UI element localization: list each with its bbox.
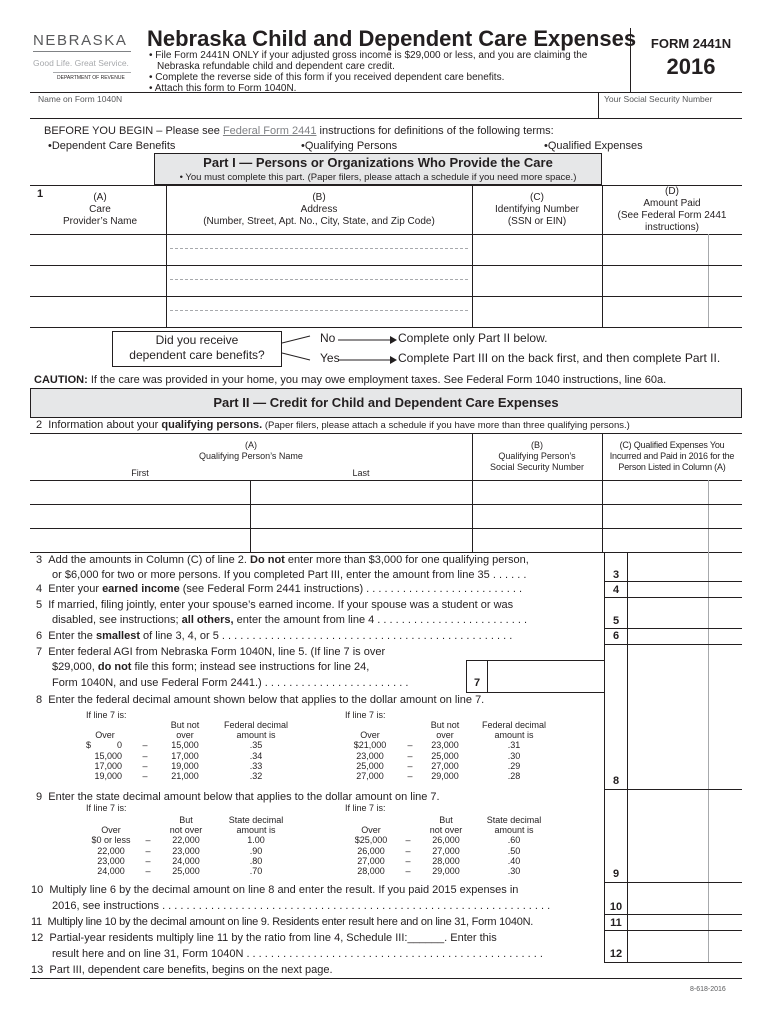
fed-left-dec-col: [214, 720, 298, 781]
line7-c: file this form; instead see instructions for line 24,: [131, 661, 370, 673]
line7-text: [36, 645, 385, 660]
line10-number: 10: [31, 884, 44, 896]
line11-a: Multiply line 10 by the decimal amount on line 9. Residents enter result here and on line 31, Form 1040N.: [47, 916, 534, 928]
answer-no[interactable]: No: [320, 331, 336, 345]
p2-col-c-line3: Person Listed in Column (A): [618, 462, 726, 472]
p2-col-c-line2: Incurred and Paid in 2016 for the: [609, 451, 735, 461]
fed-right-notover-3: 29,000: [431, 770, 459, 781]
fed-left-dash-col: [130, 720, 160, 781]
line11-text: [31, 915, 533, 930]
form-year: 2016: [666, 54, 716, 79]
fed-right-over-0: $21,000: [353, 740, 387, 751]
line5-bold: all others,: [181, 614, 234, 626]
line12-text-2: result here and on line 31, Form 1040N . . . . . . . . . . . . . . . . . . . . . . . . . . . . . . . . . . . . . . . . . . . . . . . . .: [52, 948, 543, 960]
state-left-dec-col: [214, 815, 298, 876]
nebraska-logo: [33, 32, 133, 84]
part1-table-bottom: [30, 327, 742, 328]
line13-number: 13: [31, 964, 44, 976]
state-right-h-notover: not over: [429, 825, 463, 836]
line12-amount-field[interactable]: [628, 946, 742, 962]
federal-2441-link[interactable]: Federal Form 2441: [222, 125, 317, 137]
fed-right-dash-2: –: [407, 760, 413, 771]
fed-dollar: $: [86, 740, 92, 751]
line3-box-number: 3: [612, 569, 620, 581]
line7-number: 7: [36, 646, 43, 658]
state-left-h-dec: State decimal: [228, 815, 284, 825]
qualifying-person-row-1[interactable]: [30, 481, 742, 504]
fed-right-dec-1: .30: [507, 750, 521, 761]
line12-a: Partial-year residents multiply line 11 by the ratio from line 4, Schedule III:______. Enter this: [49, 932, 497, 944]
part1-col-c-header: [472, 192, 602, 228]
name-row-bottom: [30, 118, 742, 119]
fed-left-over-col: [80, 720, 130, 781]
line9-amount-field[interactable]: [628, 865, 742, 882]
benefits-question: [112, 333, 282, 363]
state-left-dash-2: –: [145, 855, 151, 866]
line7-a: Enter federal AGI from Nebraska Form 1040N, line 5. (If line 7 is over: [48, 646, 386, 658]
line2-number: 2: [36, 419, 43, 431]
part1-col-b-header: [166, 192, 472, 228]
logo-tagline: Good Life. Great Service.: [33, 58, 129, 68]
name-field[interactable]: [30, 92, 598, 118]
fed-right-notover-2: 27,000: [431, 760, 459, 771]
question-line2: dependent care benefits?: [129, 348, 265, 362]
state-right-over-2: 27,000: [357, 855, 385, 866]
state-left-over-1: 22,000: [97, 845, 125, 856]
line6-amount-field[interactable]: [628, 629, 742, 644]
footer-code: 8-618-2016: [690, 986, 726, 993]
col-a-line2: Provider’s Name: [62, 216, 138, 227]
state-right-notover-col: [420, 815, 472, 876]
provider-row-2[interactable]: [30, 266, 742, 296]
state-left-h-notover: not over: [169, 825, 203, 836]
part1-title-roman: Part I: [203, 155, 236, 170]
state-right-dec-3: .30: [507, 865, 521, 876]
fed-right-h-notover: over: [436, 730, 454, 741]
part2-col-b-header: [472, 440, 602, 473]
fed-right-dash-1: –: [407, 750, 413, 761]
caution-body: If the care was provided in your home, you may owe employment taxes. See Federal Form 1040 instructions, line 60a.: [87, 374, 667, 386]
fed-right-dash-0: –: [407, 740, 413, 751]
col-b-line1: Address: [300, 204, 338, 215]
part2-col-c-header: [602, 440, 742, 473]
col-c-line2: (SSN or EIN): [507, 216, 567, 227]
line12-text: [31, 931, 497, 946]
line2-text: [36, 419, 630, 432]
state-if-line-left: If line 7 is:: [86, 803, 127, 813]
line5-text-2: [52, 613, 527, 628]
fed-left-dash-1: –: [142, 750, 148, 761]
line11-number: 11: [31, 916, 42, 928]
qualifying-person-row-2[interactable]: [30, 505, 742, 528]
state-left-h-over: Over: [101, 825, 121, 836]
state-left-h-but: But: [179, 815, 193, 825]
fed-right-h-dec: Federal decimal: [481, 720, 547, 730]
state-right-notover-0: 26,000: [432, 835, 460, 846]
state-right-dec-0: .60: [507, 835, 521, 846]
state-table-left: [80, 815, 300, 885]
line4-bold: earned income: [102, 583, 180, 595]
answer-yes[interactable]: Yes: [320, 351, 340, 365]
fed-right-dash-col: [400, 720, 420, 781]
state-left-notover-0: 22,000: [172, 835, 200, 846]
p2-col-a-label: (A): [245, 440, 257, 450]
state-left-over-0: $0 or less: [91, 835, 131, 846]
fed-left-dec-0: .35: [249, 740, 263, 751]
term-dependent-care: •Dependent Care Benefits: [48, 140, 176, 152]
before-text-a: – Please see: [153, 125, 223, 137]
state-right-dec-2: .40: [507, 855, 521, 866]
fed-right-dec-col: [472, 720, 556, 781]
line3-number: 3: [36, 554, 43, 566]
fed-left-dec-2: .33: [249, 760, 263, 771]
fed-right-notover-1: 25,000: [431, 750, 459, 761]
line6-bold: smallest: [95, 630, 140, 642]
fed-right-notover-col: [420, 720, 470, 781]
fed-left-h-but: But not: [170, 720, 200, 730]
col-d-line1: Amount Paid: [643, 198, 701, 209]
fed-left-h-dec: Federal decimal: [223, 720, 289, 730]
yes-result-text: Complete Part III on the back first, and then complete Part II.: [398, 351, 721, 365]
line7-box-bottom: [466, 692, 604, 693]
line5-amount-field[interactable]: [628, 612, 742, 628]
fed-left-over-1: 15,000: [94, 750, 122, 761]
caution-lead: CAUTION:: [34, 374, 88, 386]
state-right-dec-col: [472, 815, 556, 876]
fed-right-dash-3: –: [407, 770, 413, 781]
line5-text: [36, 598, 513, 613]
state-right-over-3: 28,000: [357, 865, 385, 876]
qualifying-person-row-3[interactable]: [30, 529, 742, 552]
fed-left-dec-1: .34: [249, 750, 263, 761]
provider-row-3-split: [170, 310, 468, 311]
line3-text-2: or $6,000 for two or more persons. If you completed Part III, enter the amount from line 35 . . . . . .: [52, 569, 527, 581]
col-d-label: (D): [665, 186, 679, 197]
col-a-label: (A): [93, 192, 107, 203]
logo-rule-2: [53, 72, 131, 73]
fed-right-over-3: 27,000: [356, 770, 384, 781]
col-d-line3: instructions): [645, 222, 699, 233]
state-left-dec-1: .90: [249, 845, 263, 856]
col-c-line1: Identifying Number: [495, 204, 579, 215]
ssn-label: Your Social Security Number: [604, 94, 713, 104]
ssn-field[interactable]: [599, 92, 742, 118]
fed-left-dash-2: –: [142, 760, 148, 771]
line7-box-number: 7: [473, 677, 481, 689]
before-you-begin: [44, 125, 554, 138]
line13-a: Part III, dependent care benefits, begins on the next page.: [49, 964, 333, 976]
fed-left-notover-col: [162, 720, 208, 781]
line4-b: (see Federal Form 2441 instructions) . . . . . . . . . . . . . . . . . . . . . . . . . .: [179, 583, 523, 595]
state-left-dash-1: –: [145, 845, 151, 856]
state-right-dash-0: –: [405, 835, 411, 846]
no-result-text: Complete only Part II below.: [398, 331, 548, 345]
before-lead: BEFORE YOU BEGIN: [44, 125, 154, 137]
fed-left-over-3: 19,000: [94, 770, 122, 781]
state-left-notover-2: 24,000: [172, 855, 200, 866]
line2-lead: Information about your: [48, 419, 162, 431]
state-table-right: [340, 815, 570, 885]
line11-amount-field[interactable]: [628, 915, 742, 930]
fed-table-right: [340, 720, 570, 790]
state-right-over-1: 26,000: [357, 845, 385, 856]
state-left-dec-3: .70: [249, 865, 263, 876]
first-name-header: First: [131, 468, 149, 478]
provider-row-2-split: [170, 279, 468, 280]
line9-box-number: 9: [612, 868, 620, 880]
line2-note: (Paper filers, please attach a schedule if you have more than three qualifying persons.): [262, 420, 630, 431]
form-title: Nebraska Child and Dependent Care Expenses: [147, 26, 637, 51]
fed-right-over-col: [340, 720, 400, 781]
term-qualifying-persons: •Qualifying Persons: [301, 140, 398, 152]
header-bullet-1-cont: Nebraska refundable child and dependent care credit.: [157, 61, 395, 72]
state-left-dec-0: 1.00: [247, 835, 265, 846]
line10-text-2: 2016, see instructions . . . . . . . . . . . . . . . . . . . . . . . . . . . . . . . . . . . . . . . . . . . . . . . . . . . . . . . . . . . . . . . .: [52, 900, 551, 912]
state-right-h-over: Over: [361, 825, 381, 836]
state-left-over-2: 23,000: [97, 855, 125, 866]
part1-note: • You must complete this part. (Paper filers, please attach a schedule if you need more space.): [179, 172, 577, 183]
state-left-notover-1: 23,000: [172, 845, 200, 856]
logo-department: DEPARTMENT OF REVENUE: [57, 75, 125, 81]
line3-a-rest: enter more than $3,000 for one qualifying person,: [284, 554, 529, 566]
part2-title: [30, 395, 742, 411]
line9-bottom: [604, 882, 742, 883]
header-bullet-1: • File Form 2441N ONLY if your adjusted gross income is $29,000 or less, and you are claiming the: [149, 50, 588, 61]
fed-left-dash-0: –: [142, 740, 148, 751]
line5-number: 5: [36, 599, 43, 611]
line5-b: disabled, see instructions;: [52, 614, 182, 626]
form-number: FORM 2441N: [650, 36, 732, 51]
fed-right-dec-0: .31: [507, 740, 521, 751]
fed-right-dec-2: .29: [507, 760, 521, 771]
line12-box-number: 12: [609, 948, 623, 960]
fed-right-over-2: 25,000: [356, 760, 384, 771]
line4-a: Enter your: [48, 583, 103, 595]
part2-title-roman: Part II: [213, 395, 250, 410]
fed-left-h-notover: over: [176, 730, 194, 741]
line12-bottom: [604, 962, 742, 963]
state-left-over-col: [80, 815, 142, 876]
col-b-label: (B): [312, 192, 326, 203]
state-right-dash-3: –: [405, 865, 411, 876]
line7-text-3: Form 1040N, and use Federal Form 2441.) . . . . . . . . . . . . . . . . . . . . . . . .: [52, 677, 409, 689]
fed-left-notover-3: 21,000: [171, 770, 199, 781]
state-right-over-0: $25,000: [354, 835, 388, 846]
state-right-dash-col: [398, 815, 418, 876]
line4-amount-field[interactable]: [628, 582, 742, 597]
line8-text: [36, 693, 484, 708]
state-left-h-amount: amount is: [236, 825, 276, 836]
fed-if-line-right: If line 7 is:: [345, 710, 386, 720]
fed-left-over-2: 17,000: [94, 760, 122, 771]
fed-left-notover-1: 17,000: [171, 750, 199, 761]
fed-right-notover-0: 23,000: [431, 740, 459, 751]
footer-rule: [30, 978, 742, 979]
line7-amount-field[interactable]: [488, 661, 603, 692]
line10-text: [31, 883, 518, 898]
line6-number: 6: [36, 630, 43, 642]
fed-left-dash-3: –: [142, 770, 148, 781]
state-right-over-col: [340, 815, 402, 876]
line3-a: Add the amounts in Column (C) of line 2.: [48, 554, 251, 566]
header-bullet-2: • Complete the reverse side of this form if you received dependent care benefits.: [149, 72, 505, 83]
fed-right-h-amount: amount is: [494, 730, 534, 741]
fed-right-dec-3: .28: [507, 770, 521, 781]
state-right-dec-1: .50: [507, 845, 521, 856]
part1-col-d-header: [602, 186, 742, 234]
p2-col-b-line2: Social Security Number: [489, 462, 585, 472]
part1-col-a-header: [40, 192, 160, 228]
fed-left-dec-3: .32: [249, 770, 263, 781]
state-left-dash-col: [138, 815, 158, 876]
fed-left-h-over: Over: [95, 730, 115, 741]
line1-number: 1: [37, 188, 44, 200]
provider-row-3[interactable]: [30, 297, 742, 327]
caution-text: [34, 374, 666, 387]
line4-bottom: [604, 597, 742, 598]
logo-wordmark: NEBRASKA: [33, 32, 128, 49]
line5-a: If married, filing jointly, enter your spouse’s earned income. If your spouse was a student or was: [48, 599, 514, 611]
line8-box-number: 8: [612, 775, 620, 787]
state-right-h-dec: State decimal: [486, 815, 542, 825]
line4-text: [36, 582, 522, 597]
fed-left-h-amount: amount is: [236, 730, 276, 741]
line7-text-2: [52, 660, 369, 675]
fed-left-notover-2: 19,000: [171, 760, 199, 771]
header-bullets: [149, 50, 587, 94]
part2-col-a-header: [30, 440, 472, 462]
fed-left-over-0: 0: [116, 740, 122, 751]
state-if-line-right: If line 7 is:: [345, 803, 386, 813]
state-right-notover-3: 29,000: [432, 865, 460, 876]
line8-bottom: [604, 789, 742, 790]
col-c-label: (C): [530, 192, 544, 203]
line6-text: [36, 629, 512, 644]
before-text-b: instructions for definitions of the following terms:: [316, 125, 554, 137]
state-right-dash-2: –: [405, 855, 411, 866]
question-line1: Did you receive: [155, 333, 239, 347]
state-left-dash-0: –: [145, 835, 151, 846]
line2-bold: qualifying persons.: [161, 419, 263, 431]
line10-box-number: 10: [609, 901, 623, 913]
line6-bottom: [604, 644, 742, 645]
part2-title-rest: — Credit for Child and Dependent Care Expenses: [249, 395, 559, 410]
line9-a: Enter the state decimal amount below that applies to the dollar amount on line 7.: [48, 791, 440, 803]
fed-right-over-1: 23,000: [356, 750, 384, 761]
fed-left-notover-0: 15,000: [171, 740, 199, 751]
fed-right-h-over: Over: [360, 730, 380, 741]
p2-col-b-label: (B): [531, 440, 543, 450]
name-label: Name on Form 1040N: [38, 94, 123, 104]
header-bullet-3: • Attach this form to Form 1040N.: [149, 83, 297, 94]
fed-table-left: [80, 720, 300, 790]
state-left-notover-3: 25,000: [172, 865, 200, 876]
col-a-line1: Care: [89, 204, 111, 215]
state-right-notover-1: 27,000: [432, 845, 460, 856]
line10-amount-field[interactable]: [628, 898, 742, 914]
provider-row-1[interactable]: [30, 235, 742, 265]
line13-text: [31, 963, 333, 978]
state-left-dec-2: .80: [249, 855, 263, 866]
line6-b: of line 3, 4, or 5 . . . . . . . . . . . . . . . . . . . . . . . . . . . . . . . . . . . . . . . . . . . . . . . .: [139, 630, 513, 642]
line4-number: 4: [36, 583, 43, 595]
term-qualified-expenses: •Qualified Expenses: [544, 140, 643, 152]
fed-if-line-left: If line 7 is:: [86, 710, 127, 720]
line3-bold: Do not: [250, 554, 285, 566]
line12-number: 12: [31, 932, 44, 944]
line11-box-number: 11: [610, 917, 622, 929]
state-right-h-amount: amount is: [494, 825, 534, 836]
provider-row-1-split: [170, 248, 468, 249]
line11-bottom: [604, 930, 742, 931]
line6-box-number: 6: [612, 630, 620, 642]
line3-text: [36, 553, 529, 568]
line7-bold: do not: [97, 661, 132, 673]
question-connector: [282, 330, 322, 370]
header-divider: [630, 28, 631, 92]
line6-a: Enter the: [48, 630, 96, 642]
state-right-dash-1: –: [405, 845, 411, 856]
line5-c: enter the amount from line 4 . . . . . . . . . . . . . . . . . . . . . . . . .: [233, 614, 528, 626]
line8-a: Enter the federal decimal amount shown below that applies to the dollar amount on line 7.: [48, 694, 485, 706]
p2-col-a-title: Qualifying Person’s Name: [199, 451, 303, 461]
col-b-line2: (Number, Street, Apt. No., City, State, and Zip Code): [203, 216, 435, 227]
line4-box-number: 4: [612, 584, 620, 596]
last-name-header: Last: [352, 468, 370, 478]
logo-rule: [33, 51, 131, 52]
state-right-notover-2: 28,000: [432, 855, 460, 866]
arrow-right-icon-yes: [338, 355, 398, 365]
part1-title: [154, 155, 602, 171]
state-left-dash-3: –: [145, 865, 151, 876]
line7-b: $29,000,: [52, 661, 98, 673]
line8-number: 8: [36, 694, 43, 706]
state-right-h-but: But: [439, 815, 453, 825]
arrow-right-icon-no: [338, 335, 398, 345]
line5-box-number: 5: [612, 615, 620, 627]
fed-right-h-but: But not: [430, 720, 460, 730]
line10-a: Multiply line 6 by the decimal amount on line 8 and enter the result. If you paid 2015 expenses in: [49, 884, 519, 896]
part1-title-rest: — Persons or Organizations Who Provide the Care: [235, 155, 553, 170]
state-left-over-3: 24,000: [97, 865, 125, 876]
line8-amount-field[interactable]: [628, 773, 742, 789]
col-d-line2: (See Federal Form 2441: [617, 210, 727, 221]
p2-col-c-line1: (C) Qualified Expenses You: [619, 440, 725, 450]
state-left-notover-col: [160, 815, 212, 876]
line3-amount-field[interactable]: [628, 566, 742, 581]
part2-table-top: [30, 433, 742, 434]
p2-col-b-line1: Qualifying Person’s: [498, 451, 576, 461]
line9-number: 9: [36, 791, 43, 803]
